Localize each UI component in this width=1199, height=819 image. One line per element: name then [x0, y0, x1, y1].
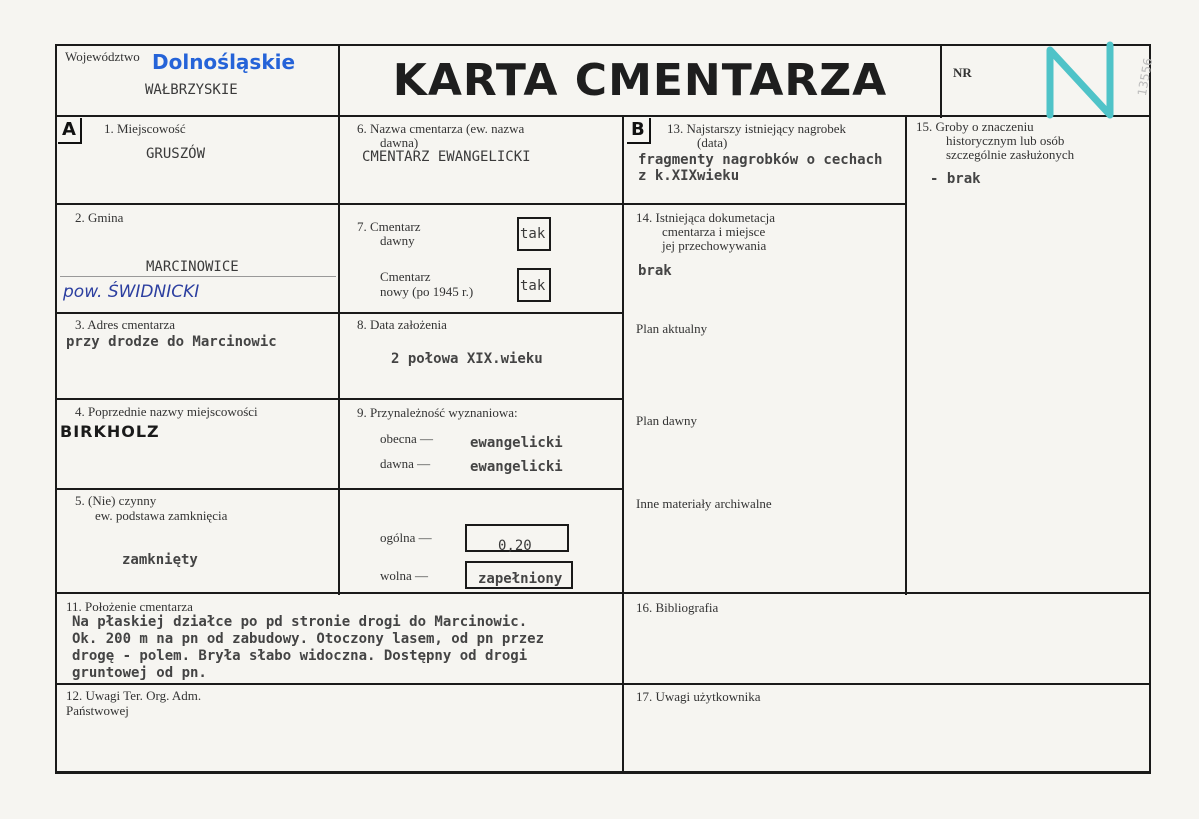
nr-handwritten-mark [1040, 40, 1140, 120]
field-8-label: 8. Data założenia [357, 317, 447, 332]
field-10-ogolna-value: 0,20 [498, 538, 532, 554]
field-9-dawna-value: ewangelicki [470, 459, 563, 475]
field-9-label: 9. Przynależność wyznaniowa: [357, 405, 518, 420]
field-12-label-2: Państwowej [66, 703, 129, 718]
field-3-value: przy drodze do Marcinowic [66, 334, 277, 350]
rule-a1 [55, 203, 339, 205]
col-divider-2 [622, 115, 624, 772]
rule-bottom-1 [55, 683, 1151, 685]
rule-a2 [55, 312, 339, 314]
field-7-label-1: 7. Cmentarz [357, 219, 421, 234]
inne-materialy-label: Inne materiały archiwalne [636, 496, 772, 511]
col-divider-1 [338, 115, 340, 595]
rule-a5 [55, 592, 1151, 594]
field-10-wolna-value: zapełniony [478, 571, 563, 587]
field-3-label: 3. Adres cmentarza [75, 317, 175, 332]
field-6-value: CMENTARZ EWANGELICKI [362, 149, 531, 165]
field-14-label-3: jej przechowywania [662, 238, 767, 253]
rule-a4 [55, 488, 339, 490]
card-title: KARTA CMENTARZA [392, 55, 888, 106]
field-9-obecna-value: ewangelicki [470, 435, 563, 451]
field-13-label-2: (data) [697, 135, 728, 150]
field-13-line-1: fragmenty nagrobków o cechach [638, 152, 883, 168]
field-7-label-3: Cmentarz [380, 269, 431, 284]
wojewodztwo-stamp: Dolnośląskie [152, 50, 296, 74]
section-b-marker: B [627, 118, 651, 144]
field-14-label-1: 14. Istniejąca dokumetacja [636, 210, 775, 225]
nr-faint: 13556 [1134, 56, 1156, 98]
field-6-label-2: dawna) [380, 135, 419, 150]
rule-m3 [338, 398, 622, 400]
field-4-label: 4. Poprzednie nazwy miejscowości [75, 404, 258, 419]
field-2-handwritten: pow. ŚWIDNICKI [63, 282, 200, 302]
wojewodztwo-label: Województwo [65, 49, 140, 64]
col-divider-3 [905, 115, 907, 595]
field-11-label: 11. Położenie cmentarza [66, 599, 193, 614]
field-14-value: brak [638, 263, 672, 279]
bottom-border [55, 771, 1151, 774]
section-a-marker: A [58, 118, 82, 144]
field-12-label-1: 12. Uwagi Ter. Org. Adm. [66, 688, 202, 703]
field-11-line-1: Na płaskiej działce po pd stronie drogi do Marcinowic. [72, 614, 528, 630]
field-11-line-4: gruntowej od pn. [72, 665, 207, 681]
right-border [1149, 44, 1151, 774]
field-11-line-2: Ok. 200 m na pn od zabudowy. Otoczony lasem, od pn przez [72, 631, 545, 647]
field-13-line-2: z k.XIXwieku [638, 168, 740, 184]
field-6-label-1: 6. Nazwa cmentarza (ew. nazwa [357, 121, 525, 136]
left-border [55, 44, 57, 774]
rule-gmina-thin [60, 276, 336, 277]
field-10-ogolna-label: ogólna — [380, 530, 432, 545]
field-16-label: 16. Bibliografia [636, 600, 719, 615]
field-13-label-1: 13. Najstarszy istniejący nagrobek [667, 121, 847, 136]
field-14-label-2: cmentarza i miejsce [662, 224, 766, 239]
header-divider-2 [940, 44, 942, 118]
rule-m1 [338, 203, 622, 205]
field-11-line-3: drogę - polem. Bryła słabo widoczna. Dostępny od drogi [72, 648, 528, 664]
field-7-value-1: tak [520, 226, 546, 242]
rule-m2 [338, 312, 622, 314]
field-5-label-2: ew. podstawa zamknięcia [95, 508, 228, 523]
field-15-label-2: historycznym lub osób [946, 133, 1065, 148]
field-8-value: 2 połowa XIX.wieku [391, 351, 543, 367]
field-9-obecna-label: obecna — [380, 431, 434, 446]
field-15-label-1: 15. Groby o znaczeniu [916, 119, 1034, 134]
plan-dawny-label: Plan dawny [636, 413, 698, 428]
header-bottom [55, 115, 1151, 117]
field-7-label-4: nowy (po 1945 r.) [380, 284, 474, 299]
field-1-value: GRUSZÓW [146, 146, 206, 162]
field-1-label: 1. Miejscowość [104, 121, 186, 136]
field-2-value: MARCINOWICE [146, 259, 239, 275]
field-17-label: 17. Uwagi użytkownika [636, 689, 761, 704]
field-15-label-3: szczególnie zasłużonych [946, 147, 1075, 162]
field-2-label: 2. Gmina [75, 210, 124, 225]
field-9-dawna-label: dawna — [380, 456, 431, 471]
wojewodztwo-typed: WAŁBRZYSKIE [145, 82, 238, 98]
rule-m4 [338, 488, 622, 490]
nr-label: NR [953, 65, 972, 80]
rule-a3 [55, 398, 339, 400]
field-4-handwritten: BIRKHOLZ [60, 422, 160, 441]
rule-b1 [622, 203, 906, 205]
field-10-wolna-label: wolna — [380, 568, 429, 583]
field-5-label-1: 5. (Nie) czynny [75, 493, 157, 508]
field-15-value: - brak [930, 171, 981, 187]
field-5-value: zamknięty [122, 552, 198, 568]
plan-aktualny-label: Plan aktualny [636, 321, 708, 336]
field-7-label-2: dawny [380, 233, 415, 248]
top-border [55, 44, 1151, 46]
field-7-value-2: tak [520, 278, 546, 294]
